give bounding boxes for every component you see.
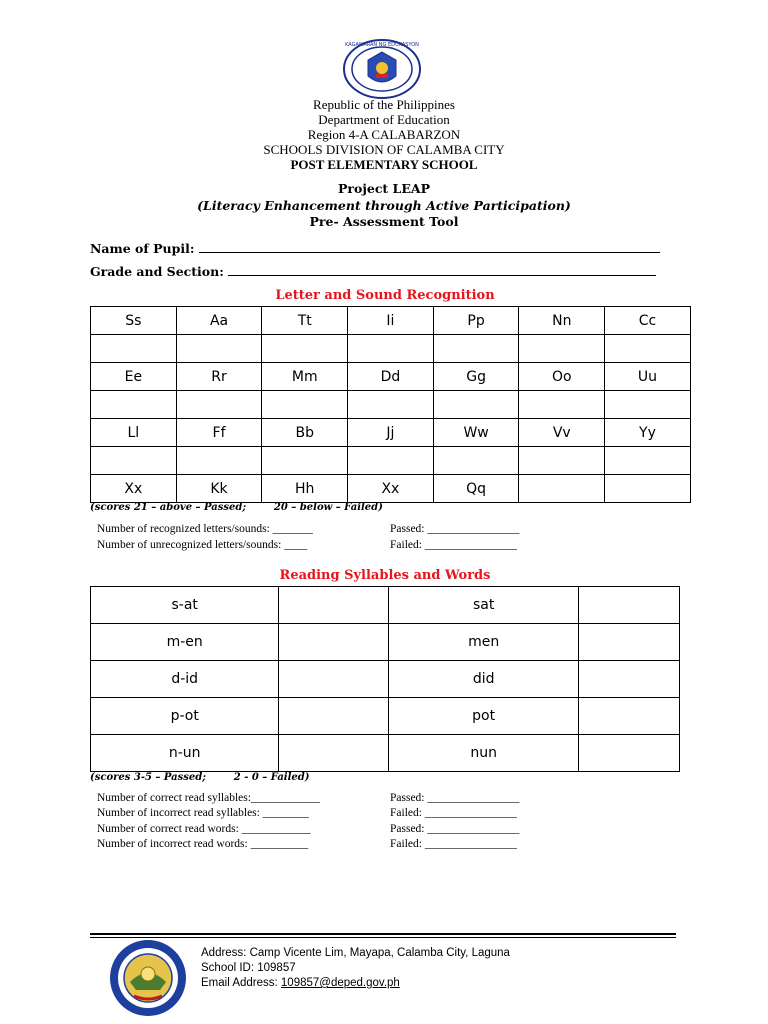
- pupil-name-label: Name of Pupil:: [90, 241, 195, 256]
- letter-answer-cell: [519, 475, 605, 503]
- answer-cell: [279, 587, 389, 624]
- republic-line: Republic of the Philippines: [313, 97, 455, 112]
- syllable-cell: d-id: [91, 661, 279, 698]
- letters-row: [91, 419, 691, 447]
- letter-answer-cell: [519, 447, 605, 475]
- letter-cell: Oo: [519, 363, 605, 391]
- letter-cell: Vv: [519, 419, 605, 447]
- division-line: SCHOOLS DIVISION OF CALAMBA CITY: [263, 142, 505, 157]
- word-cell: nun: [389, 735, 579, 772]
- answer-cell: [578, 698, 679, 735]
- letter-answer-cell: [348, 447, 434, 475]
- word-cell: sat: [389, 587, 579, 624]
- letter-cell: Jj: [348, 419, 434, 447]
- letter-answer-cell: [605, 335, 691, 363]
- school-seal-icon: [108, 938, 188, 1018]
- letters-row: [91, 363, 691, 391]
- answer-cell: [279, 624, 389, 661]
- letters-row: [91, 307, 691, 335]
- syllable-cell: s-at: [91, 587, 279, 624]
- answer-cell: [279, 735, 389, 772]
- words-passed: Passed: ________________: [390, 823, 520, 835]
- letter-cell: Hh: [262, 475, 348, 503]
- answer-cell: [578, 587, 679, 624]
- footer-contact: [201, 946, 510, 991]
- footer-address: Address: Camp Vicente Lim, Mayapa, Calamba City, Laguna: [201, 947, 510, 959]
- answer-cell: [279, 661, 389, 698]
- correct-words: Number of correct read words: ____________: [97, 823, 311, 835]
- project-subtitle: (Literacy Enhancement through Active Participation): [197, 197, 571, 213]
- grade-section-line[interactable]: [228, 263, 656, 276]
- letters-table: [90, 306, 691, 503]
- footer-email-label: Email Address:: [201, 977, 281, 989]
- answer-cell: [279, 698, 389, 735]
- letters-passed: Passed: ________________: [390, 523, 520, 535]
- letter-cell: Ee: [91, 363, 177, 391]
- letter-cell: Tt: [262, 307, 348, 335]
- words-row: [91, 735, 680, 772]
- letter-answer-cell: [519, 335, 605, 363]
- letter-cell: Ss: [91, 307, 177, 335]
- svg-text:KAGAWARAN NG EDUKASYON: KAGAWARAN NG EDUKASYON: [345, 42, 419, 48]
- letters-failed: Failed: ________________: [390, 539, 517, 551]
- letter-cell: Ii: [348, 307, 434, 335]
- letter-cell: Cc: [605, 307, 691, 335]
- footer-email-link[interactable]: 109857@deped.gov.ph: [280, 977, 400, 989]
- letter-answer-cell: [262, 447, 348, 475]
- letter-cell: Xx: [348, 475, 434, 503]
- letter-answer-cell: [605, 475, 691, 503]
- word-cell: pot: [389, 698, 579, 735]
- letter-answer-cell: [91, 391, 177, 419]
- tool-title: Pre- Assessment Tool: [309, 214, 459, 229]
- words-table: [90, 586, 680, 772]
- letter-cell: Pp: [433, 307, 519, 335]
- pupil-name-line[interactable]: [199, 240, 660, 253]
- letters-row: [91, 447, 691, 475]
- letter-answer-cell: [176, 447, 262, 475]
- letter-cell: Mm: [262, 363, 348, 391]
- letter-cell: Kk: [176, 475, 262, 503]
- footer-school-id: School ID: 109857: [201, 962, 296, 974]
- syllables-passed: Passed: ________________: [390, 792, 520, 804]
- words-section-title: Reading Syllables and Words: [279, 568, 491, 583]
- letter-cell: Aa: [176, 307, 262, 335]
- answer-cell: [578, 735, 679, 772]
- letter-cell: Uu: [605, 363, 691, 391]
- syllable-cell: m-en: [91, 624, 279, 661]
- syllable-cell: n-un: [91, 735, 279, 772]
- letter-cell: Ff: [176, 419, 262, 447]
- pupil-name-field: [90, 240, 660, 256]
- letter-cell: Ll: [91, 419, 177, 447]
- letter-cell: Yy: [605, 419, 691, 447]
- unrecognized-count: Number of unrecognized letters/sounds: ____: [97, 539, 308, 551]
- letters-row: [91, 391, 691, 419]
- school-name: POST ELEMENTARY SCHOOL: [290, 157, 478, 172]
- answer-cell: [578, 624, 679, 661]
- syllable-cell: p-ot: [91, 698, 279, 735]
- recognized-count: Number of recognized letters/sounds: _______: [97, 523, 313, 535]
- department-line: Department of Education: [318, 112, 450, 127]
- letter-cell: Bb: [262, 419, 348, 447]
- word-cell: men: [389, 624, 579, 661]
- letter-answer-cell: [433, 391, 519, 419]
- words-failed: Failed: ________________: [390, 838, 517, 850]
- letter-answer-cell: [91, 335, 177, 363]
- words-row: [91, 698, 680, 735]
- letter-cell: Xx: [91, 475, 177, 503]
- letter-answer-cell: [348, 335, 434, 363]
- words-row: [91, 661, 680, 698]
- region-line: Region 4-A CALABARZON: [307, 127, 461, 142]
- project-title: Project LEAP: [338, 181, 430, 196]
- footer-divider: [90, 933, 676, 935]
- footer-email-row: [201, 976, 510, 991]
- letter-cell: Qq: [433, 475, 519, 503]
- project-heading: [0, 181, 768, 231]
- letter-cell: Dd: [348, 363, 434, 391]
- deped-seal-icon: [342, 38, 422, 100]
- letter-cell: Nn: [519, 307, 605, 335]
- letter-cell: Rr: [176, 363, 262, 391]
- letter-answer-cell: [176, 391, 262, 419]
- letter-answer-cell: [262, 335, 348, 363]
- grade-section-label: Grade and Section:: [90, 264, 224, 279]
- words-score-note: (scores 3-5 – Passed; 2 - 0 – Failed): [90, 772, 310, 783]
- letter-answer-cell: [519, 391, 605, 419]
- letters-score-note: (scores 21 – above – Passed; 20 – below – Failed): [90, 502, 383, 513]
- word-cell: did: [389, 661, 579, 698]
- answer-cell: [578, 661, 679, 698]
- incorrect-words: Number of incorrect read words: __________: [97, 838, 309, 850]
- letter-cell: Gg: [433, 363, 519, 391]
- letter-answer-cell: [605, 391, 691, 419]
- letter-answer-cell: [176, 335, 262, 363]
- letters-row: [91, 475, 691, 503]
- incorrect-syllables: Number of incorrect read syllables: ________: [97, 807, 309, 819]
- letterhead: [0, 97, 768, 172]
- letters-row: [91, 335, 691, 363]
- grade-section-field: [90, 263, 656, 279]
- correct-syllables: Number of correct read syllables:____________: [97, 792, 320, 804]
- letter-answer-cell: [433, 447, 519, 475]
- letter-answer-cell: [605, 447, 691, 475]
- letter-answer-cell: [348, 391, 434, 419]
- letter-section-title: Letter and Sound Recognition: [275, 288, 495, 303]
- syllables-failed: Failed: ________________: [390, 807, 517, 819]
- words-row: [91, 587, 680, 624]
- words-row: [91, 624, 680, 661]
- letter-answer-cell: [262, 391, 348, 419]
- letter-answer-cell: [91, 447, 177, 475]
- letter-cell: Ww: [433, 419, 519, 447]
- letter-answer-cell: [433, 335, 519, 363]
